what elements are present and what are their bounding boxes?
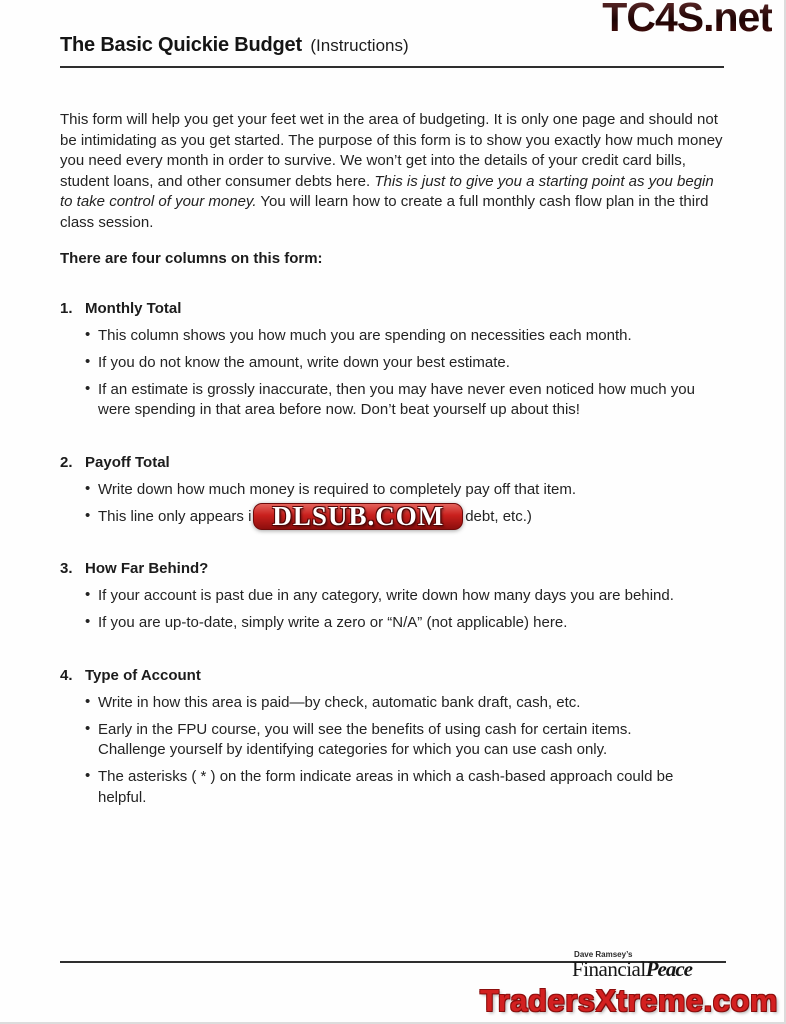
bullet-item: • Write in how this area is paid—by check, automatic bank draft, cash, etc. [85,693,698,714]
intro-text-before: This form will help you get your feet wet in the area of budgeting. It is only one page and should not be intimidating as you get started. The purpose of this form is to show you exactly how much money you need every month in order to survive. We won’t get into the details of your credit card bills, student loans, and other consumer debts here. [60,111,723,190]
item-title: How Far Behind? [85,560,209,578]
item-title: Payoff Total [85,453,170,471]
bullet-list [85,480,724,531]
columns-heading: There are four columns on this form: [60,249,323,267]
item-number: 3. [60,560,73,578]
item-heading [60,560,724,577]
dave-ramseys-label: Dave Ramsey’s [574,950,633,959]
tradersxtreme-watermark: TradersXtreme.com [480,983,778,1018]
title-subtitle: (Instructions) [310,36,409,55]
financial-text: Financial [572,957,646,981]
instruction-item-type-of-account [60,667,724,809]
bullet-list [85,326,724,421]
item-heading [60,300,724,317]
item-title: Type of Account [85,666,201,684]
financial-peace-wordmark [572,957,692,981]
item-heading [60,667,724,684]
bullet-item: • If your account is past due in any category, write down how many days you are behind. [85,586,698,607]
bullet-item: • If you are up-to-date, simply write a zero or “N/A” (not applicable) here. [85,613,698,634]
item-number: 4. [60,666,73,684]
bullet-text-prefix: This line only appears i [98,507,252,525]
intro-text-after: You will learn how to create a full monthly cash flow plan in the third class session. [60,193,709,231]
bullet-item-obscured [85,500,698,531]
bullet-text-suffix: debt, etc.) [465,507,532,525]
peace-text: Peace [645,957,692,981]
title-main: The Basic Quickie Budget [60,34,302,56]
bullet-item: • If you do not know the amount, write down your best estimate. [85,353,698,374]
bullet-item: • Early in the FPU course, you will see the benefits of using cash for certain items. Challenge yourself by identifying categories for which you can use cash only. [85,720,698,761]
instruction-item-monthly-total [60,300,724,421]
item-heading [60,454,724,471]
bullet-item: • If an estimate is grossly inaccurate, then you may have never even noticed how much you were spending in that area before now. Don’t beat yourself up about this! [85,380,698,421]
dlsub-watermark: DLSUB.COM [253,503,463,531]
item-title: Monthly Total [85,299,182,317]
bullet-item: • Write down how much money is required to completely pay off that item. [85,480,698,501]
item-number: 2. [60,453,73,471]
intro-text-italic: This is just to give you a starting point as you begin to take control of your money. [60,172,714,211]
instruction-item-how-far-behind [60,560,724,634]
bullet-list [85,693,724,809]
bullet-list [85,586,724,634]
financial-peace-logo [572,951,692,980]
instruction-item-payoff-total [60,453,724,531]
tc4s-watermark: TC4S.net [602,0,772,41]
item-number: 1. [60,299,73,317]
header-rule [60,66,724,68]
bullet-item: • This column shows you how much you are spending on necessities each month. [85,326,698,347]
intro-paragraph [60,110,724,234]
bullet-item: • The asterisks ( * ) on the form indicate areas in which a cash-based approach could be helpful. [85,767,698,808]
